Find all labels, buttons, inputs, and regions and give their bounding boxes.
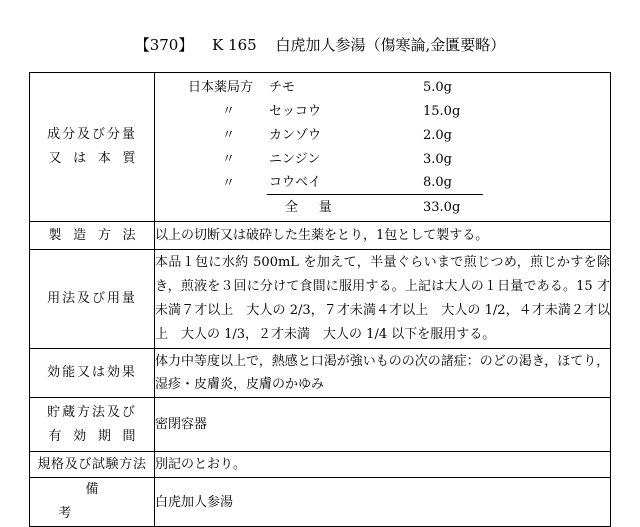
ingredient-name: カンゾウ — [269, 127, 322, 143]
storage-label-line1: 貯蔵方法及び — [47, 404, 137, 420]
composition-label-line1: 成分及び分量 — [47, 127, 137, 142]
formula-code: K 165 — [212, 36, 257, 54]
manufacturing-row — [30, 222, 611, 250]
ingredient-name: ニンジン — [269, 151, 321, 167]
ingredient-name: コウベイ — [267, 171, 423, 195]
formula-number: 【370】 — [134, 36, 194, 54]
manufacturing-label: 製造方法 — [30, 222, 155, 250]
remarks-text: 白虎加人参湯 — [155, 478, 611, 527]
page-title — [0, 34, 640, 55]
storage-label — [30, 398, 155, 452]
composition-label — [30, 73, 155, 222]
ingredient-row — [155, 99, 610, 123]
ingredient-amount: 15.0g — [423, 103, 461, 119]
ingredient-source: 〃 — [221, 175, 235, 191]
formula-name: 白虎加人参湯（傷寒論,金匱要略） — [275, 36, 506, 54]
storage-row — [30, 398, 611, 452]
ingredient-name: チモ — [269, 79, 296, 95]
ingredient-row — [155, 123, 610, 147]
total-row — [155, 195, 610, 219]
ingredient-amount: 3.0g — [423, 151, 452, 167]
efficacy-label: 効能又は効果 — [30, 349, 155, 398]
ingredient-row — [155, 147, 610, 171]
ingredient-source: 〃 — [221, 127, 235, 143]
ingredient-row — [155, 75, 610, 99]
standards-row — [30, 452, 611, 478]
ingredient-amount: 2.0g — [423, 127, 452, 143]
usage-row — [30, 250, 611, 349]
manufacturing-text: 以上の切断又は破砕した生薬をとり，1包として製する。 — [155, 222, 611, 250]
total-label: 全量 — [285, 199, 353, 215]
standards-text: 別記のとおり。 — [155, 452, 611, 478]
total-amount: 33.0g — [423, 199, 461, 215]
ingredient-amount: 8.0g — [423, 171, 483, 195]
composition-label-line2: 又は本質 — [48, 151, 148, 166]
composition-row — [30, 73, 611, 222]
remarks-label: 備考 — [30, 478, 155, 527]
remarks-row — [30, 478, 611, 527]
ingredient-name: セッコウ — [269, 103, 322, 119]
efficacy-row — [30, 349, 611, 398]
ingredient-row — [155, 171, 610, 195]
ingredient-amount: 5.0g — [423, 79, 452, 95]
usage-label: 用法及び用量 — [30, 250, 155, 349]
usage-text: 本品１包に水約 500mL を加えて，半量ぐらいまで煎じつめ，煎じかすを除き，煎液を３回に分けて食間に服用する。上記は大人の１日量である。15 才未満７才以上 大人の 2/3，７才未満４才以上 大人の 1/2，４才未満２才以上 大人の 1/3，２才未満 大人の 1/4 以下を服用する。 — [155, 255, 610, 342]
ingredient-source: 日本薬局方 — [187, 79, 253, 95]
composition-content — [155, 73, 611, 222]
storage-text: 密閉容器 — [155, 398, 611, 452]
standards-label: 規格及び試験方法 — [30, 452, 155, 478]
efficacy-text: 体力中等度以上で，熱感と口渇が強いものの次の諸症：のどの渇き，ほてり，湿疹・皮膚炎，皮膚のかゆみ — [155, 349, 611, 398]
ingredient-source: 〃 — [221, 103, 235, 119]
specification-table — [29, 72, 611, 527]
ingredient-source: 〃 — [221, 151, 235, 167]
storage-label-line2: 有効期間 — [48, 428, 148, 444]
